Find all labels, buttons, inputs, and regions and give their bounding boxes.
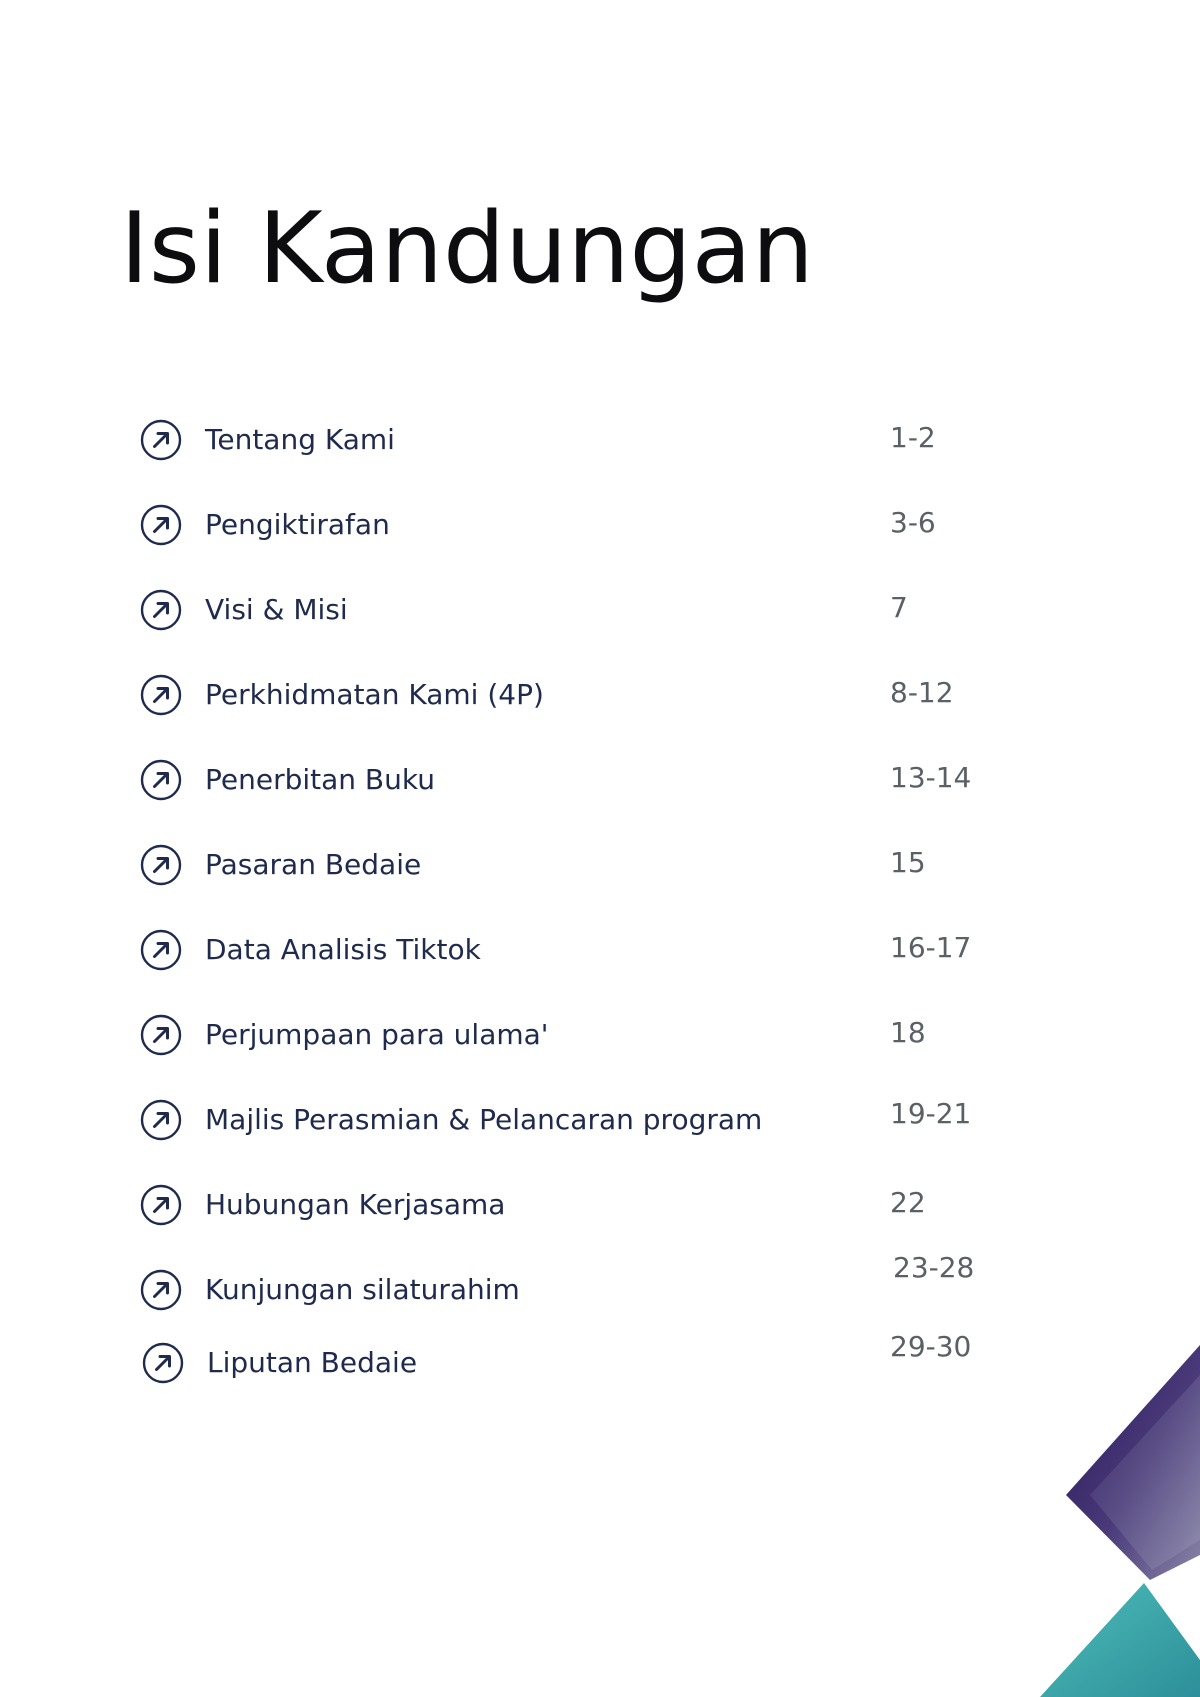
toc-item-pages: 16-17 — [890, 931, 972, 964]
toc-item-pages: 13-14 — [890, 761, 972, 794]
toc-item-pages: 29-30 — [890, 1330, 972, 1363]
toc-item[interactable] — [0, 415, 1200, 465]
page-title: Isi Kandungan — [120, 192, 814, 306]
toc-item[interactable] — [0, 670, 1200, 720]
toc-item-label: Visi & Misi — [205, 593, 348, 626]
toc-item[interactable] — [0, 500, 1200, 550]
arrow-up-right-circle-icon — [140, 929, 182, 971]
toc-item-pages: 7 — [890, 591, 908, 624]
toc-item-pages: 18 — [890, 1016, 926, 1049]
toc-item-pages: 1-2 — [890, 421, 936, 454]
toc-item[interactable] — [0, 585, 1200, 635]
toc-item-label: Hubungan Kerjasama — [205, 1188, 506, 1221]
arrow-up-right-circle-icon — [140, 1184, 182, 1226]
arrow-up-right-circle-icon — [140, 844, 182, 886]
arrow-up-right-circle-icon — [140, 504, 182, 546]
toc-item-pages: 3-6 — [890, 506, 936, 539]
toc-item-label: Pengiktirafan — [205, 508, 390, 541]
toc-item-pages: 8-12 — [890, 676, 954, 709]
arrow-up-right-circle-icon — [140, 1099, 182, 1141]
toc-item[interactable] — [0, 1251, 1200, 1315]
arrow-up-right-circle-icon — [140, 589, 182, 631]
toc-item[interactable] — [0, 1095, 1200, 1145]
toc-item-pages: 22 — [890, 1186, 926, 1219]
toc-item-pages: 23-28 — [893, 1251, 975, 1284]
toc-item-label: Majlis Perasmian & Pelancaran program — [205, 1103, 763, 1136]
toc-item-label: Data Analisis Tiktok — [205, 933, 481, 966]
arrow-up-right-circle-icon — [142, 1342, 184, 1384]
toc-item-pages: 15 — [890, 846, 926, 879]
toc-item[interactable] — [0, 925, 1200, 975]
toc-item[interactable] — [0, 755, 1200, 805]
toc-item-label: Perjumpaan para ulama' — [205, 1018, 549, 1051]
arrow-up-right-circle-icon — [140, 419, 182, 461]
arrow-up-right-circle-icon — [140, 759, 182, 801]
arrow-up-right-circle-icon — [140, 1269, 182, 1311]
toc-item-label: Perkhidmatan Kami (4P) — [205, 678, 544, 711]
toc-item[interactable] — [0, 1010, 1200, 1060]
toc-item-label: Penerbitan Buku — [205, 763, 435, 796]
toc-item[interactable] — [0, 840, 1200, 890]
toc-item-label: Tentang Kami — [205, 423, 395, 456]
toc-item-label: Liputan Bedaie — [207, 1346, 418, 1379]
toc-item-label: Kunjungan silaturahim — [205, 1273, 520, 1306]
corner-decoration — [1040, 1340, 1200, 1697]
toc-item-pages: 19-21 — [890, 1097, 972, 1130]
arrow-up-right-circle-icon — [140, 674, 182, 716]
arrow-up-right-circle-icon — [140, 1014, 182, 1056]
toc-item-label: Pasaran Bedaie — [205, 848, 422, 881]
toc-item[interactable] — [0, 1330, 1200, 1388]
toc-item[interactable] — [0, 1180, 1200, 1230]
